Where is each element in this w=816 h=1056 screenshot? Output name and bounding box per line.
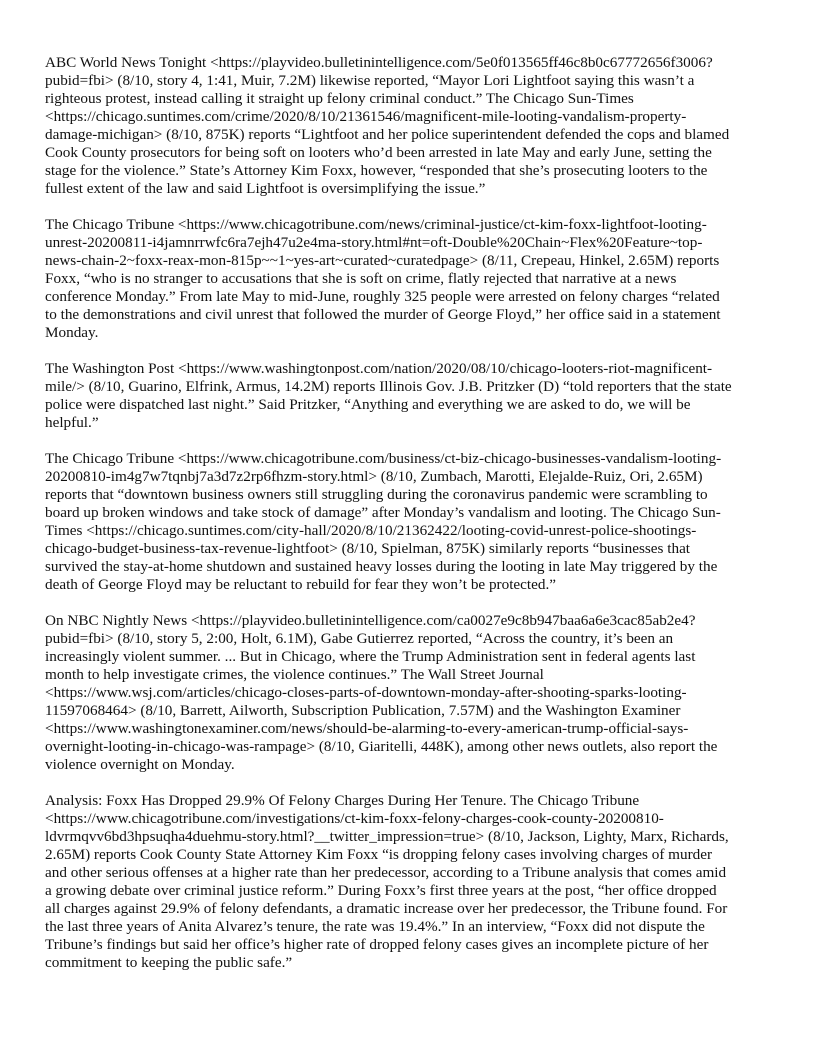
paragraph-chicago-tribune-business: The Chicago Tribune <https://www.chicagotribune.com/business/ct-biz-chicago-businesses-vandalism-looting- 20200810-im4g7w7tqnbj7a3d7z2rp6fhzm-story.html> (8/10, Zumbach, Marotti, Elejalde-Ruiz, Ori, 2.65M) reports that “downtown business owners still struggling during the coronavirus pandemic were scrambling to board up broken windows and take stock of damage” after Monday’s vandalism and looting. The Chicago Sun- Times <https://chicago.suntimes.com/city-hall/2020/8/10/21362422/looting-covid-unrest-police-shootings- chicago-budget-business-tax-revenue-lightfoot> (8/10, Spielman, 875K) similarly reports “businesses that survived the stay-at-home shutdown and sustained heavy losses during the looting in late May triggered by the death of George Floyd may be reluctant to rebuild for fear they won’t be protected.”	[45, 450, 722, 593]
paragraph-nbc-nightly-news: On NBC Nightly News <https://playvideo.bulletinintelligence.com/ca0027e9c8b947baa6a6e3cac85ab2e4? pubid=fbi> (8/10, story 5, 2:00, Holt, 6.1M), Gabe Gutierrez reported, “Across the country, it’s been an increasingly violent summer. ... But in Chicago, where the Trump Administration sent in federal agents last month to help investigate crimes, the violence continues.” The Wall Street Journal <https://www.wsj.com/articles/chicago-closes-parts-of-downtown-monday-after-shooting-sparks-looting- 11597068464> (8/10, Barrett, Ailworth, Subscription Publication, 7.57M) and the Washington Examiner <https://www.washingtonexaminer.com/news/should-be-alarming-to-every-american-trump-official-says- overnight-looting-in-chicago-was-rampage> (8/10, Giaritelli, 448K), among other news outlets, also report the violence overnight on Monday.	[45, 612, 718, 773]
paragraph-chicago-tribune-foxx: The Chicago Tribune <https://www.chicagotribune.com/news/criminal-justice/ct-kim-foxx-lightfoot-looting- unrest-20200811-i4jamnrrwfc6ra7ejh47u2e4ma-story.html#nt=oft-Double%20Chain~Flex%20Feature~top- news-chain-2~foxx-reax-mon-815p~~1~yes-art~curated~curatedpage> (8/11, Crepeau, Hinkel, 2.65M) reports Foxx, “who is no stranger to accusations that she is soft on crime, flatly rejected that narrative at a news conference Monday.” From late May to mid-June, roughly 325 people were arrested on felony charges “related to the demonstrations and civil unrest that followed the murder of George Floyd,” her office said in a statement Monday.	[45, 216, 721, 341]
document-body	[45, 54, 775, 972]
paragraph-washington-post: The Washington Post <https://www.washingtonpost.com/nation/2020/08/10/chicago-looters-riot-magnificent- mile/> (8/10, Guarino, Elfrink, Armus, 14.2M) reports Illinois Gov. J.B. Pritzker (D) “told reporters that the state police were dispatched last night.” Said Pritzker, “Anything and everything we are asked to do, we will be helpful.”	[45, 360, 732, 431]
paragraph-foxx-analysis: Analysis: Foxx Has Dropped 29.9% Of Felony Charges During Her Tenure. The Chicago Tribune <https://www.chicagotribune.com/investigations/ct-kim-foxx-felony-charges-cook-county-20200810- ldvrmqvv6bd3hpsuqha4duehmu-story.html?__twitter_impression=true> (8/10, Jackson, Lighty, Marx, Richards, 2.65M) reports Cook County State Attorney Kim Foxx “is dropping felony cases involving charges of murder and other serious offenses at a higher rate than her predecessor, according to a Tribune analysis that comes amid a growing debate over criminal justice reform.” During Foxx’s first three years at the post, “her office dropped all charges against 29.9% of felony defendants, a dramatic increase over her predecessor, the Tribune found. For the last three years of Anita Alvarez’s tenure, the rate was 19.4%.” In an interview, “Foxx did not dispute the Tribune’s findings but said her office’s higher rate of dropped felony cases gives an incomplete picture of her commitment to keeping the public safe.”	[45, 792, 729, 971]
paragraph-abc-world-news: ABC World News Tonight <https://playvideo.bulletinintelligence.com/5e0f013565ff46c8b0c67772656f3006? pubid=fbi> (8/10, story 4, 1:41, Muir, 7.2M) likewise reported, “Mayor Lori Lightfoot saying this wasn’t a righteous protest, instead calling it straight up felony criminal conduct.” The Chicago Sun-Times <https://chicago.suntimes.com/crime/2020/8/10/21361546/magnificent-mile-looting-vandalism-property- damage-michigan> (8/10, 875K) reports “Lightfoot and her police superintendent defended the cops and blamed Cook County prosecutors for being soft on looters who’d been arrested in late May and early June, setting the stage for the violence.” State’s Attorney Kim Foxx, however, “responded that she’s prosecuting looters to the fullest extent of the law and said Lightfoot is oversimplifying the issue.”	[45, 54, 730, 197]
